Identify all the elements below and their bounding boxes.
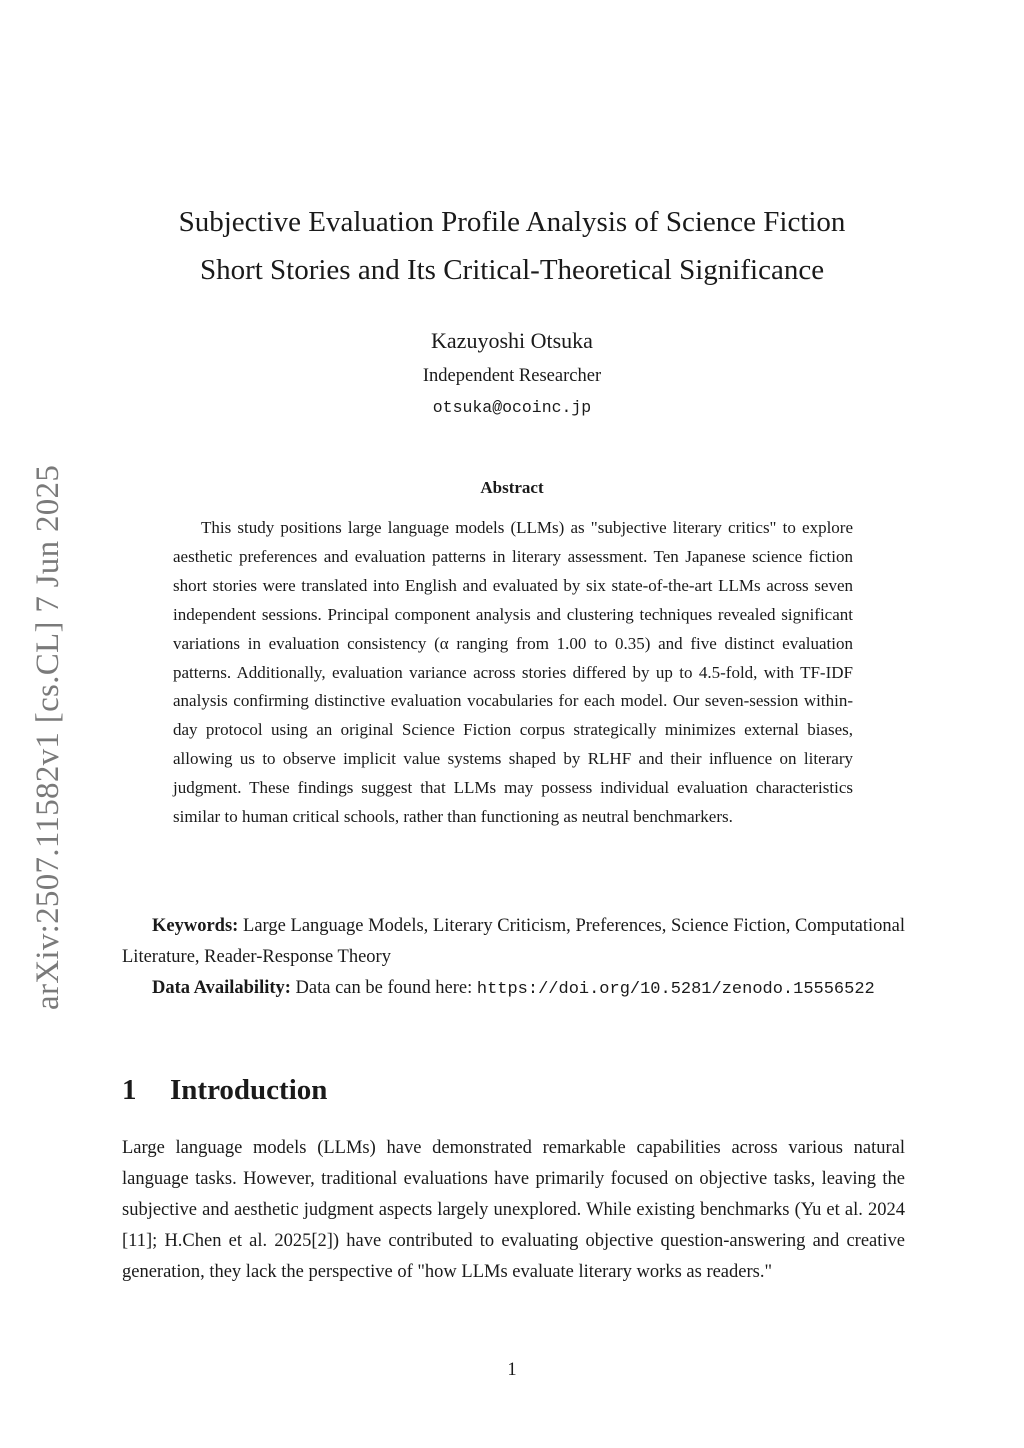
keywords-label: Keywords: bbox=[152, 916, 239, 936]
section-title: Introduction bbox=[170, 1074, 328, 1106]
paper-title bbox=[122, 198, 902, 294]
keywords-paragraph bbox=[122, 911, 905, 973]
data-availability-paragraph bbox=[122, 973, 905, 1005]
abstract-heading: Abstract bbox=[480, 478, 544, 497]
data-availability-link[interactable]: https://doi.org/10.5281/zenodo.15556522 bbox=[476, 980, 875, 999]
arxiv-identifier-stamp: arXiv:2507.11582v1 [cs.CL] 7 Jun 2025 bbox=[30, 464, 66, 1010]
section-heading-introduction bbox=[122, 1074, 327, 1107]
data-availability-label: Data Availability: bbox=[152, 978, 291, 998]
paper-title-line-2: Short Stories and Its Critical-Theoretical Significance bbox=[199, 254, 825, 286]
paper-title-line-1: Subjective Evaluation Profile Analysis of Science Fiction bbox=[178, 206, 846, 238]
page-number: 1 bbox=[507, 1360, 517, 1380]
keywords-text: Large Language Models, Literary Criticism, Preferences, Science Fiction, Computational Literature, Reader-Response Theory bbox=[122, 916, 905, 967]
author-email: otsuka@ocoinc.jp bbox=[432, 398, 592, 417]
data-availability-text: Data can be found here: bbox=[295, 978, 473, 998]
author-affiliation: Independent Researcher bbox=[422, 366, 602, 386]
abstract-body: This study positions large language models (LLMs) as "subjective literary critics" to explore aesthetic preferences and evaluation patterns in literary assessment. Ten Japanese science fiction short stories were translated into English and evaluated by six state-of-the-art LLMs across seven independent sessions. Principal component analysis and clustering techniques revealed significant variations in evaluation consistency (α ranging from 1.00 to 0.35) and five distinct evaluation patterns. Additionally, evaluation variance across stories differed by up to 4.5-fold, with TF-IDF analysis confirming distinctive evaluation vocabularies for each model. Our seven-session within-day protocol using an original Science Fiction corpus strategically minimizes external biases, allowing us to observe implicit value systems shaped by RLHF and their influence on literary judgment. These findings suggest that LLMs may possess individual evaluation characteristics similar to human critical schools, rather than functioning as neutral benchmarkers. bbox=[173, 518, 853, 827]
introduction-body: Large language models (LLMs) have demonstrated remarkable capabilities across various natural language tasks. However, traditional evaluations have primarily focused on objective tasks, leaving the subjective and aesthetic judgment aspects largely unexplored. While existing benchmarks (Yu et al. 2024 [11]; H.Chen et al. 2025[2]) have contributed to evaluating objective question-answering and creative generation, they lack the perspective of "how LLMs evaluate literary works as readers." bbox=[122, 1138, 905, 1282]
section-number: 1 bbox=[122, 1074, 137, 1106]
author-name: Kazuyoshi Otsuka bbox=[431, 328, 593, 353]
